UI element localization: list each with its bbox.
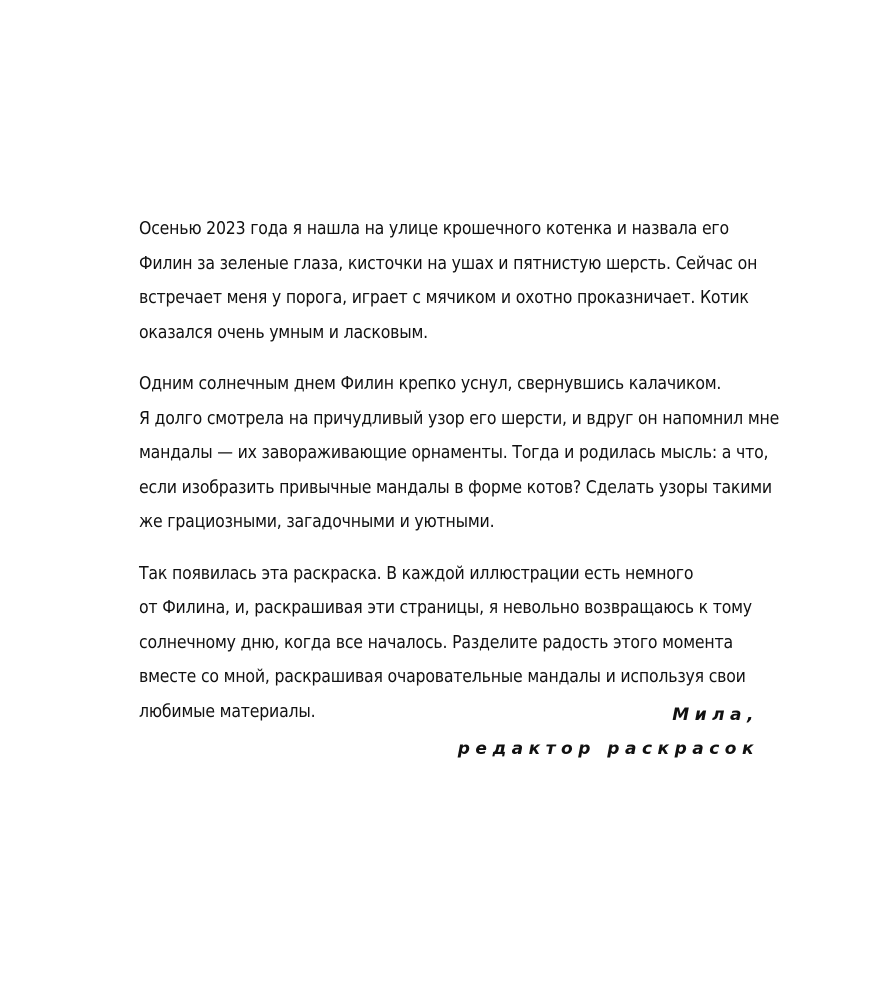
paragraph-1 [139, 212, 779, 350]
text-line: если изобразить привычные мандалы в форме котов? Сделать узоры такими [139, 477, 772, 498]
paragraph-2 [139, 367, 779, 540]
text-line: мандалы — их завораживающие орнаменты. Тогда и родилась мысль: а что, [139, 443, 769, 463]
text-line: Одним солнечным днем Филин крепко уснул, свернувшись калачиком. [139, 374, 722, 394]
text-line: Так появилась эта раскраска. В каждой иллюстрации есть немного [139, 563, 694, 584]
signature-name: Мила, [672, 705, 759, 725]
intro-text [139, 212, 779, 746]
text-line: Я долго смотрела на причудливый узор его шерсти, и вдруг он напомнил мне [139, 408, 780, 429]
text-line: встречает меня у порога, играет с мячиком и охотно проказничает. Котик [139, 288, 749, 308]
text-line: Осенью 2023 года я нашла на улице крошечного котенка и назвала его [139, 219, 729, 239]
signature-role: редактор раскрасок [457, 739, 759, 759]
text-line: же грациозными, загадочными и уютными. [139, 512, 495, 532]
text-line: Филин за зеленые глаза, кисточки на ушах и пятнистую шерсть. Сейчас он [139, 253, 758, 274]
text-line: любимые материалы. [139, 701, 316, 722]
text-line: вместе со мной, раскрашивая очаровательные мандалы и используя свои [139, 667, 746, 687]
text-line: солнечному дню, когда все началось. Разделите радость этого момента [139, 632, 733, 653]
text-line: от Филина, и, раскрашивая эти страницы, я невольно возвращаюсь к тому [139, 598, 752, 618]
signature [458, 698, 759, 766]
text-line: оказался очень умным и ласковым. [139, 322, 428, 343]
